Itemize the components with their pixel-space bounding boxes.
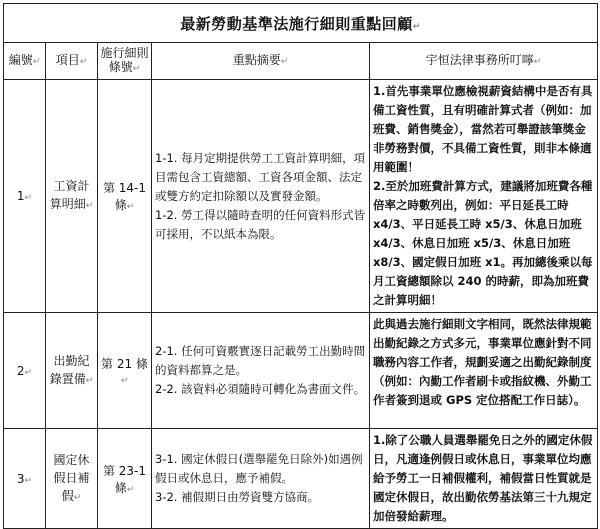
table-title: 最新勞動基準法施行細則重點回顧↵ [4, 4, 598, 43]
document-page [3, 3, 597, 529]
row-summary [152, 80, 370, 313]
row-item: 國定休假日補假↵ [46, 429, 98, 529]
row-item: 出勤紀錄置備↵ [46, 313, 98, 429]
summary-paragraph: 1-2. 勞工得以隨時查明的任何資料形式皆可採用，不以紙本為限。 [155, 207, 366, 241]
summary-paragraph: 2-2. 該資料必須隨時可轉化為書面文件。 [155, 382, 366, 396]
row-article: 第 23-1 條↵ [98, 429, 152, 529]
summary-paragraph: 3-2. 補假期日由勞資雙方協商。 [155, 490, 320, 504]
reminder-paragraph: 2.至於加班費計算方式，建議將加班費各種倍率之時數列出，例如：平日延長工時 x4/3、平日延長工時 x5/3、休息日加班 x4/3、休息日加班 x5/3、休息日加班 x8/3、國定假日加班 x1。再加總後乘以每月工資總額除以 240 的時薪，即為加班費之計算明細！ [373, 179, 593, 307]
row-summary [152, 313, 370, 429]
header-article: 施行細則條號↵ [98, 43, 152, 80]
row-number: 2↵ [4, 313, 46, 429]
header-item: 項目↵ [46, 43, 98, 80]
table-row [4, 429, 598, 529]
row-reminder [370, 313, 598, 429]
header-summary: 重點摘要↵ [152, 43, 370, 80]
row-number: 1↵ [4, 80, 46, 313]
reminder-paragraph: 此與過去施行細則文字相同，既然法律規範出勤紀錄之方式多元，事業單位應針對不同職務內容工作者，規劃妥適之出勤紀錄制度（例如：內勤工作者刷卡或指紋機、外勤工作者簽到退或 GPS 定位搭配工作日誌）。 [373, 317, 592, 407]
row-summary [152, 429, 370, 529]
title-text: 最新勞動基準法施行細則重點回顧 [180, 14, 413, 33]
row-number: 3↵ [4, 429, 46, 529]
header-number: 編號↵ [4, 43, 46, 80]
header-reminder: 宇恒法律事務所叮嚀↵ [370, 43, 598, 80]
summary-paragraph: 1-1. 每月定期提供勞工工資計算明細，項目需包含工資總額、工資各項金額、法定或雙方約定扣除額以及實發金額。 [155, 150, 366, 203]
summary-paragraph: 3-1. 國定休假日(選舉罷免日除外)如遇例假日或休息日，應予補假。 [155, 452, 363, 485]
row-reminder [370, 429, 598, 529]
row-item: 工資計算明細↵ [46, 80, 98, 313]
reminder-paragraph: 1.首先事業單位應檢視薪資結構中是否有具備工資性質，且有明確計算式者（例如：加班費、銷售獎金），當然若可舉證該筆獎金非勞務對價，不具備工資性質，則非本條適用範圍！ [373, 84, 593, 174]
header-row [4, 43, 598, 80]
table-row [4, 313, 598, 429]
row-article: 第 14-1 條↵ [98, 80, 152, 313]
summary-paragraph: 2-1. 任何可資覈實逐日記載勞工出勤時間的資料都算之是。 [155, 344, 366, 377]
row-reminder [370, 80, 598, 313]
table-row [4, 80, 598, 313]
row-article: 第 21 條↵ [98, 313, 152, 429]
labor-rules-table [3, 3, 598, 529]
reminder-paragraph: 1.除了公職人員選舉罷免日之外的國定休假日，凡適逢例假日或休息日，事業單位均應給予勞工一日補假權利，補假當日性質就是國定休假日，故出勤依勞基法第三十九規定加倍發給薪理。 [373, 433, 593, 523]
